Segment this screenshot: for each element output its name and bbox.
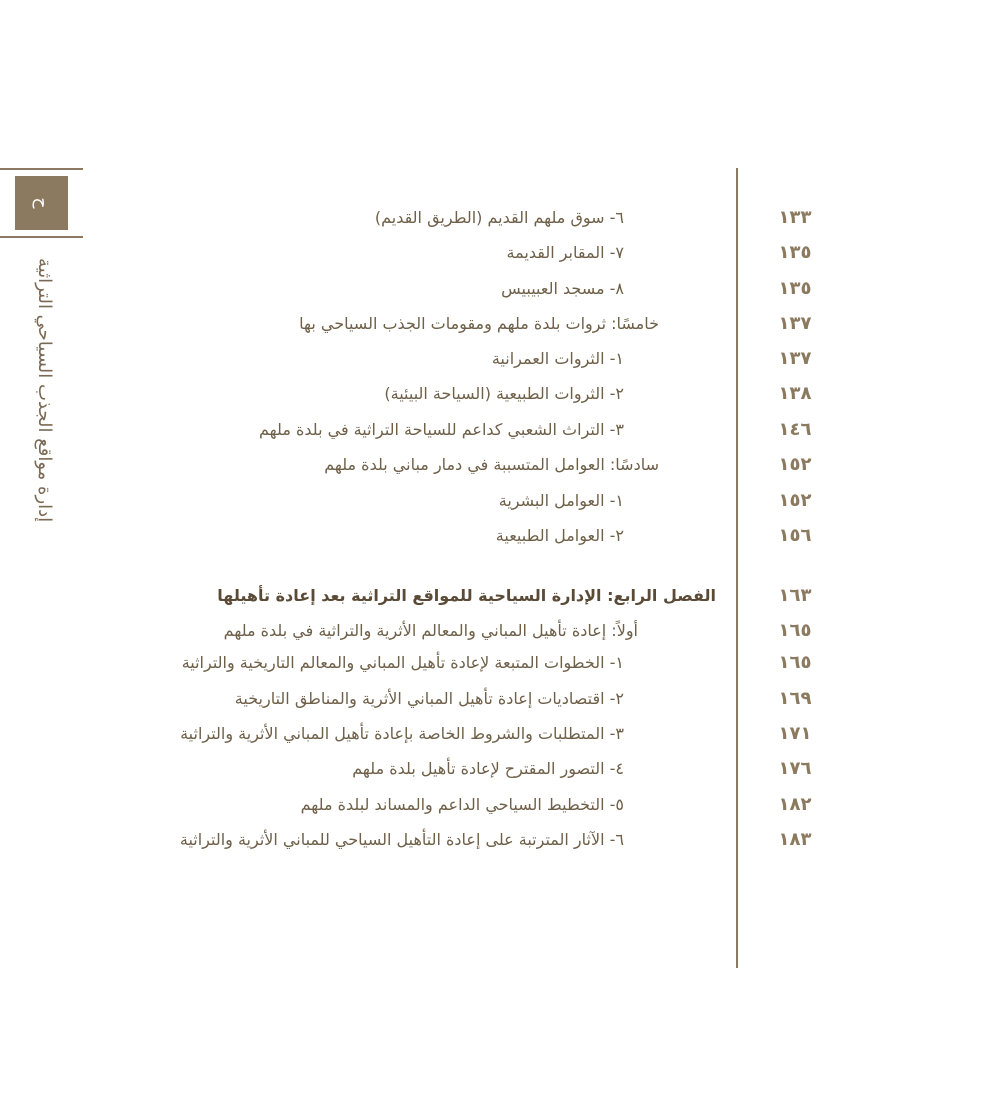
toc-page-number: ١٨٢	[778, 794, 812, 815]
toc-page-number: ١٦٣	[778, 585, 812, 606]
toc-row	[0, 754, 992, 784]
toc-entry: أولاً: إعادة تأهيل المباني والمعالم الأثرية والتراثية في بلدة ملهم	[223, 621, 638, 640]
toc-entry: ١- العوامل البشرية	[498, 491, 624, 510]
toc-entry: خامسًا: ثروات بلدة ملهم ومقومات الجذب السياحي بها	[299, 314, 659, 333]
toc-page-number: ١٦٥	[778, 652, 812, 673]
book-title: إدارة مواقع الجذب السياحي التراثية	[34, 258, 55, 523]
toc-entry: ٧- المقابر القديمة	[506, 243, 624, 262]
toc-page-number: ١٧٦	[778, 758, 812, 779]
toc-page-number: ١٦٥	[778, 620, 812, 641]
toc-row	[0, 450, 992, 480]
toc-row	[0, 309, 992, 339]
toc-entry: ١- الثروات العمرانية	[491, 349, 624, 368]
toc-page-number: ١٧١	[778, 723, 812, 744]
toc-row	[0, 415, 992, 445]
toc-page-number: ١٣٧	[778, 348, 812, 369]
toc-page-number: ١٣٧	[778, 313, 812, 334]
toc-row	[0, 684, 992, 714]
toc-entry: ١- الخطوات المتبعة لإعادة تأهيل المباني والمعالم التاريخية والتراثية	[181, 653, 624, 672]
toc-row	[0, 521, 992, 551]
toc-row	[0, 379, 992, 409]
toc-page-number: ١٣٣	[778, 207, 812, 228]
toc-row	[0, 486, 992, 516]
toc-page-number: ١٣٥	[778, 278, 812, 299]
toc-page-number: ١٣٨	[778, 383, 812, 404]
toc-chapter-title: الفصل الرابع: الإدارة السياحية للمواقع التراثية بعد إعادة تأهيلها	[217, 586, 716, 605]
toc-entry: ٥- التخطيط السياحي الداعم والمساند لبلدة ملهم	[300, 795, 624, 814]
toc-row	[0, 719, 992, 749]
toc-entry: ٦- سوق ملهم القديم (الطريق القديم)	[374, 208, 624, 227]
toc-entry: ٢- العوامل الطبيعية	[495, 526, 624, 545]
toc-entry: ٤- التصور المقترح لإعادة تأهيل بلدة ملهم	[352, 759, 624, 778]
toc-entry: ٢- اقتصاديات إعادة تأهيل المباني الأثرية والمناطق التاريخية	[234, 689, 624, 708]
toc-page-number: ١٦٩	[778, 688, 812, 709]
toc-row	[0, 616, 992, 646]
toc-row	[0, 203, 992, 233]
toc-entry: ٣- المتطلبات والشروط الخاصة بإعادة تأهيل المباني الأثرية والتراثية	[180, 724, 624, 743]
toc-entry: ٣- التراث الشعبي كداعم للسياحة التراثية في بلدة ملهم	[259, 420, 624, 439]
toc-row-chapter	[0, 581, 992, 611]
toc-page-number: ١٥٢	[778, 490, 812, 511]
toc-page-number: ١٨٣	[778, 829, 812, 850]
toc-entry: سادسًا: العوامل المتسببة في دمار مباني بلدة ملهم	[324, 455, 659, 474]
toc-row	[0, 825, 992, 855]
toc-row	[0, 648, 992, 678]
toc-page-number: ١٤٦	[778, 419, 812, 440]
toc-row	[0, 238, 992, 268]
toc-page-number: ١٥٢	[778, 454, 812, 475]
page-number: ح	[31, 197, 52, 209]
toc-entry: ٦- الآثار المترتبة على إعادة التأهيل السياحي للمباني الأثرية والتراثية	[179, 830, 624, 849]
toc-entry: ٢- الثروات الطبيعية (السياحة البيئية)	[384, 384, 624, 403]
toc-row	[0, 344, 992, 374]
toc-entry: ٨- مسجد العبيبيس	[501, 279, 624, 298]
toc-row	[0, 274, 992, 304]
toc-page-number: ١٣٥	[778, 242, 812, 263]
toc-page-number: ١٥٦	[778, 525, 812, 546]
toc-row	[0, 790, 992, 820]
